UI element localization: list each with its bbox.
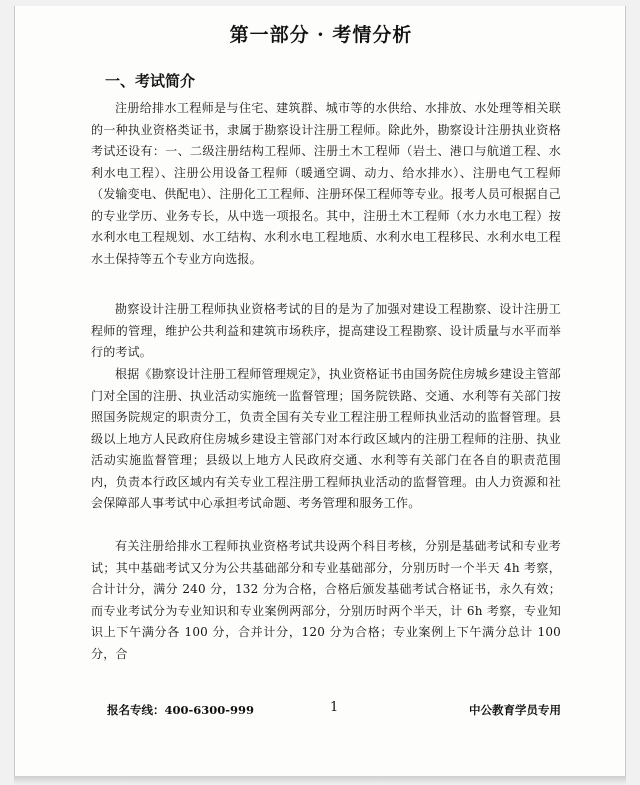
footer-owner: 中公教育学员专用: [469, 703, 561, 717]
page-number: 1: [330, 700, 339, 715]
paragraph-purpose: 勘察设计注册工程师执业资格考试的目的是为了加强对建设工程勘察、设计注册工程师的管理，维护公共利益和建筑市场秩序，提高建设工程勘察、设计质量与水平而举行的考试。: [91, 302, 561, 359]
paragraph-exam-structure: 有关注册给排水工程师执业资格考试共设两个科目考核，分别是基础考试和专业考试；其中基础考试又分为公共基础部分和专业基础部分，分别历时一个半天 4h 考察，合计计分，满分 240 分，132 分为合格，合格后颁发基础考试合格证书，永久有效；而专业考试分为专业知识和专业案例两部分，分别历时两个半天，计 6h 考察，专业知识上下午满分各 100 分，合并计分，120 分为合格；专业案例上下午满分总计 100 分，合: [91, 539, 561, 661]
page-shadow: [14, 776, 626, 785]
page-title: 第一部分 · 考情分析: [229, 24, 413, 46]
section-heading: 一、考试简介: [105, 72, 196, 90]
document-page: [14, 6, 626, 776]
footer-hotline: 报名专线：400-6300-999: [107, 703, 255, 717]
paragraph-regulation: 根据《勘察设计注册工程师管理规定》，执业资格证书由国务院住房城乡建设主管部门对全国的注册、执业活动实施统一监督管理；国务院铁路、交通、水利等有关部门按照国务院规定的职责分工，负责全国有关专业工程注册工程师执业活动的监督管理。县级以上地方人民政府住房城乡建设主管部门对本行政区域内的注册工程师的注册、执业活动实施监督管理；县级以上地方人民政府交通、水利等有关部门在各自的职责范围内，负责本行政区域内有关专业工程注册工程师执业活动的监督管理。由人力资源和社会保障部人事考试中心承担考试命题、考务管理和服务工作。: [91, 367, 561, 510]
paragraph-intro: 注册给排水工程师是与住宅、建筑群、城市等的水供给、水排放、水处理等相关联的一种执业资格类证书，隶属于勘察设计注册工程师。除此外，勘察设计注册执业资格考试还设有：一、二级注册结构工程师、注册土木工程师（岩土、港口与航道工程、水利水电工程）、注册公用设备工程师（暖通空调、动力、给水排水）、注册电气工程师（发输变电、供配电）、注册化工工程师、注册环保工程师等专业。报考人员可根据自己的专业学历、业务专长，从中选一项报名。其中，注册土木工程师（水力水电工程）按水利水电工程规划、水工结构、水利水电工程地质、水利水电工程移民、水利水电工程水土保持等五个专业方向选报。: [91, 101, 561, 266]
